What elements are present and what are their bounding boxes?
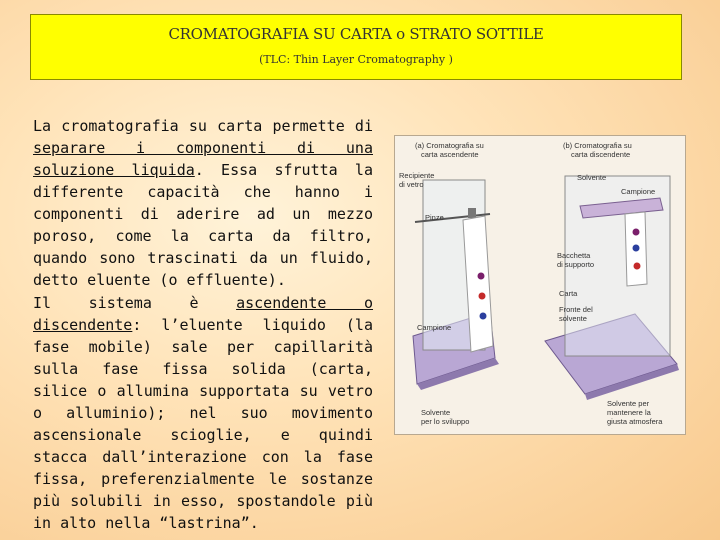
label-carta: Carta	[559, 289, 578, 298]
ascending-apparatus	[413, 180, 499, 390]
paragraph-system-underlined: ascendente o discendente	[33, 294, 374, 334]
page-title: CROMATOGRAFIA SU CARTA o STRATO SOTTILE	[168, 25, 544, 43]
left-clamp	[468, 208, 476, 218]
left-spot-2	[479, 293, 486, 300]
paragraph-system-text-2: : l’eluente liquido (la fase mobile) sale per capillarità sulla fase fissa solida (carta, silice o allumina supportata su vetro o alluminio); nel suo movimento ascensionale scioglie, e quindi stacca dall’interazione con la fase fissa, preferenzialmente le sostanze più solubili in esso, spostandole più in alto nella “lastrina”.	[33, 316, 373, 532]
label-solvente-sviluppo-1: Solvente	[421, 408, 451, 417]
label-a-title-1: (a) Cromatografia su	[415, 141, 484, 150]
paragraph-intro-text-2: . Essa sfrutta la differente capacità che hanno i componenti di aderire ad un mezzo poroso, come la carta da filtro, quando sono trascinati da un fluido, detto eluente (o effluente).	[33, 161, 373, 289]
label-campione-left: Campione	[417, 323, 452, 332]
label-recipiente-2: di vetro	[399, 180, 424, 189]
paragraph-intro-underlined: separare i componenti di una soluzione liquida	[33, 139, 373, 179]
label-fronte-2: solvente	[559, 314, 587, 323]
chromatography-illustration	[395, 136, 685, 434]
label-a-title-2: carta ascendente	[421, 150, 479, 159]
left-spot-3	[480, 313, 487, 320]
left-spot-1	[478, 273, 485, 280]
label-pinze: Pinze	[425, 213, 444, 222]
label-solvente-atm-3: giusta atmosfera	[607, 417, 663, 426]
paragraph-intro-text-1: La cromatografia su carta permette di	[33, 117, 373, 135]
label-campione-right: Campione	[621, 187, 656, 196]
paragraph-intro	[33, 115, 373, 291]
label-b-title-1: (b) Cromatografia su	[563, 141, 632, 150]
paragraph-system-text-1: Il sistema è	[33, 294, 237, 312]
label-solvente-atm-1: Solvente per	[607, 399, 650, 408]
label-bacchetta-1: Bacchetta	[557, 251, 591, 260]
descending-apparatus	[545, 176, 679, 400]
label-recipiente-1: Recipiente	[399, 171, 435, 180]
label-solvente-sviluppo-2: per lo sviluppo	[421, 417, 470, 426]
right-spot-2	[633, 245, 640, 252]
label-fronte-1: Fronte del	[559, 305, 593, 314]
label-b-title-2: carta discendente	[571, 150, 631, 159]
label-solvente-atm-2: mantenere la	[607, 408, 651, 417]
chromatography-figure	[394, 135, 686, 435]
right-spot-3	[634, 263, 641, 270]
title-banner	[30, 14, 682, 80]
label-bacchetta-2: di supporto	[557, 260, 595, 269]
paragraph-system	[33, 292, 373, 534]
right-spot-1	[633, 229, 640, 236]
label-solvente-top: Solvente	[577, 173, 607, 182]
page-subtitle: (TLC: Thin Layer Cromatography )	[259, 53, 453, 66]
